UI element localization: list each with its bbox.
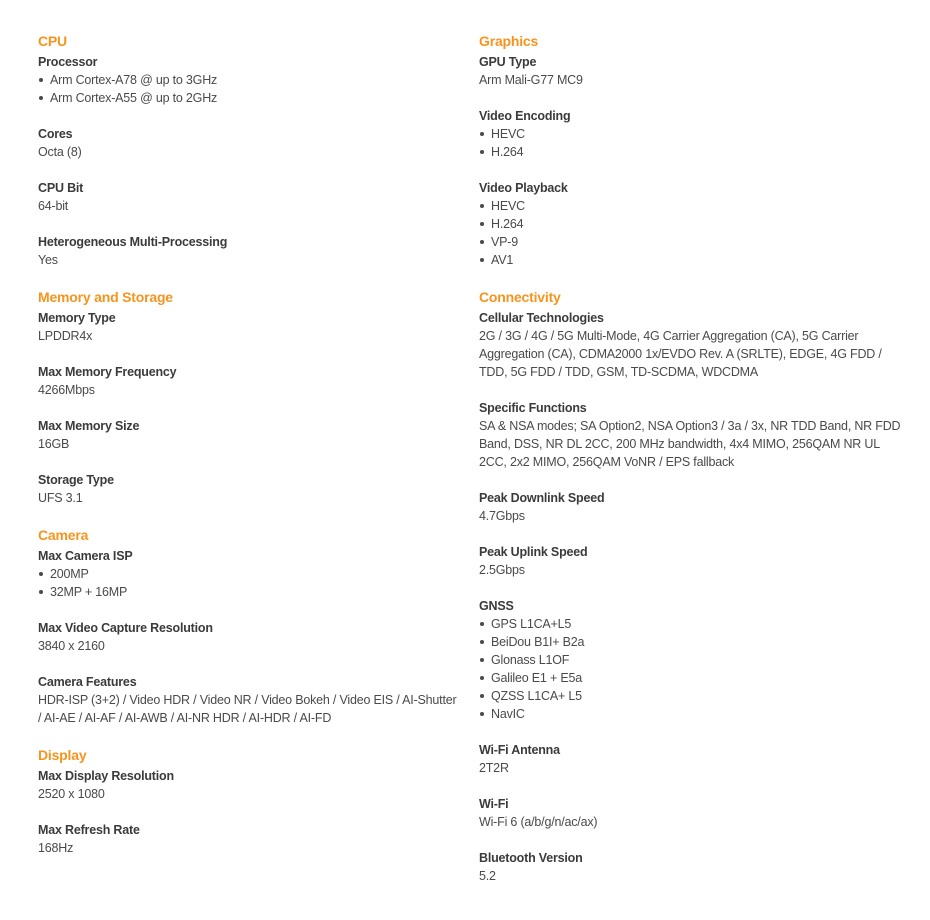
specific-functions-spec bbox=[479, 399, 909, 471]
memory-size-spec bbox=[38, 417, 458, 453]
refresh-rate-value: 168Hz bbox=[38, 841, 74, 855]
display-title: Display bbox=[38, 747, 87, 763]
camera-isp-spec bbox=[38, 547, 458, 601]
hmp-spec bbox=[38, 233, 458, 269]
list-item: AV1 bbox=[479, 251, 909, 269]
wifi-antenna-value: 2T2R bbox=[479, 761, 509, 775]
video-capture-label: Max Video Capture Resolution bbox=[38, 621, 213, 635]
memory-type-label: Memory Type bbox=[38, 311, 116, 325]
wifi-value: Wi-Fi 6 (a/b/g/n/ac/ax) bbox=[479, 815, 598, 829]
specific-functions-value: SA & NSA modes; SA Option2, NSA Option3 / 3a / 3x, NR TDD Band, NR FDD Band, DSS, NR DL 2CC, 200 MHz bandwidth, 4x4 MIMO, 256QAM NR UL 2CC, 2x2 MIMO, 256QAM VoNR / EPS fallback bbox=[479, 419, 901, 469]
list-item: QZSS L1CA+ L5 bbox=[479, 687, 909, 705]
bluetooth-label: Bluetooth Version bbox=[479, 851, 583, 865]
video-encoding-label: Video Encoding bbox=[479, 109, 571, 123]
gnss-list bbox=[479, 615, 909, 723]
list-item: NavIC bbox=[479, 705, 909, 723]
list-item: VP-9 bbox=[479, 233, 909, 251]
camera-section bbox=[38, 525, 458, 727]
cores-spec bbox=[38, 125, 458, 161]
memory-frequency-spec bbox=[38, 363, 458, 399]
cellular-value: 2G / 3G / 4G / 5G Multi-Mode, 4G Carrier Aggregation (CA), 5G Carrier Aggregation (CA), CDMA2000 1x/EVDO Rev. A (SRLTE), EDGE, 4G FDD / TDD, 5G FDD / TDD, GSM, TD-SCDMA, WDCDMA bbox=[479, 329, 882, 379]
processor-label: Processor bbox=[38, 55, 98, 69]
list-item: BeiDou B1I+ B2a bbox=[479, 633, 909, 651]
memory-size-value: 16GB bbox=[38, 437, 70, 451]
connectivity-title: Connectivity bbox=[479, 289, 561, 305]
refresh-rate-label: Max Refresh Rate bbox=[38, 823, 140, 837]
list-item: H.264 bbox=[479, 143, 909, 161]
bluetooth-spec bbox=[479, 849, 909, 885]
video-capture-value: 3840 x 2160 bbox=[38, 639, 105, 653]
wifi-antenna-label: Wi-Fi Antenna bbox=[479, 743, 560, 757]
storage-type-value: UFS 3.1 bbox=[38, 491, 83, 505]
memory-type-spec bbox=[38, 309, 458, 345]
wifi-antenna-spec bbox=[479, 741, 909, 777]
display-resolution-label: Max Display Resolution bbox=[38, 769, 174, 783]
graphics-title: Graphics bbox=[479, 33, 539, 49]
video-encoding-spec bbox=[479, 107, 909, 161]
cores-label: Cores bbox=[38, 127, 73, 141]
camera-features-value: HDR-ISP (3+2) / Video HDR / Video NR / Video Bokeh / Video EIS / AI-Shutter / AI-AE / AI-AF / AI-AWB / AI-NR HDR / AI-HDR / AI-FD bbox=[38, 693, 457, 725]
memory-size-label: Max Memory Size bbox=[38, 419, 140, 433]
left-column bbox=[38, 31, 458, 857]
storage-type-label: Storage Type bbox=[38, 473, 114, 487]
downlink-label: Peak Downlink Speed bbox=[479, 491, 605, 505]
specific-functions-label: Specific Functions bbox=[479, 401, 587, 415]
video-capture-spec bbox=[38, 619, 458, 655]
uplink-label: Peak Uplink Speed bbox=[479, 545, 588, 559]
cpu-section bbox=[38, 31, 458, 269]
graphics-section bbox=[479, 31, 909, 269]
list-item: Glonass L1OF bbox=[479, 651, 909, 669]
bluetooth-value: 5.2 bbox=[479, 869, 496, 883]
downlink-spec bbox=[479, 489, 909, 525]
cpu-bit-label: CPU Bit bbox=[38, 181, 84, 195]
memory-type-value: LPDDR4x bbox=[38, 329, 93, 343]
gpu-type-spec bbox=[479, 53, 909, 89]
cpu-bit-value: 64-bit bbox=[38, 199, 69, 213]
storage-type-spec bbox=[38, 471, 458, 507]
gpu-type-label: GPU Type bbox=[479, 55, 537, 69]
cpu-bit-spec bbox=[38, 179, 458, 215]
video-playback-label: Video Playback bbox=[479, 181, 568, 195]
uplink-spec bbox=[479, 543, 909, 579]
display-resolution-value: 2520 x 1080 bbox=[38, 787, 105, 801]
memory-section bbox=[38, 287, 458, 507]
processor-spec bbox=[38, 53, 458, 107]
list-item: Galileo E1 + E5a bbox=[479, 669, 909, 687]
processor-list bbox=[38, 71, 458, 107]
cellular-spec bbox=[479, 309, 909, 381]
memory-frequency-label: Max Memory Frequency bbox=[38, 365, 177, 379]
right-column bbox=[479, 31, 909, 885]
list-item: Arm Cortex-A55 @ up to 2GHz bbox=[38, 89, 458, 107]
video-encoding-list bbox=[479, 125, 909, 161]
display-resolution-spec bbox=[38, 767, 458, 803]
video-playback-list bbox=[479, 197, 909, 269]
list-item: 32MP + 16MP bbox=[38, 583, 458, 601]
memory-title: Memory and Storage bbox=[38, 289, 173, 305]
cellular-label: Cellular Technologies bbox=[479, 311, 604, 325]
list-item: GPS L1CA+L5 bbox=[479, 615, 909, 633]
list-item: HEVC bbox=[479, 125, 909, 143]
camera-title: Camera bbox=[38, 527, 89, 543]
display-section bbox=[38, 745, 458, 857]
hmp-value: Yes bbox=[38, 253, 58, 267]
uplink-value: 2.5Gbps bbox=[479, 563, 525, 577]
cores-value: Octa (8) bbox=[38, 145, 82, 159]
camera-isp-list bbox=[38, 565, 458, 601]
gpu-type-value: Arm Mali-G77 MC9 bbox=[479, 73, 583, 87]
camera-features-spec bbox=[38, 673, 458, 727]
gnss-spec bbox=[479, 597, 909, 723]
gnss-label: GNSS bbox=[479, 599, 514, 613]
connectivity-section bbox=[479, 287, 909, 885]
hmp-label: Heterogeneous Multi-Processing bbox=[38, 235, 228, 249]
camera-features-label: Camera Features bbox=[38, 675, 137, 689]
list-item: H.264 bbox=[479, 215, 909, 233]
video-playback-spec bbox=[479, 179, 909, 269]
downlink-value: 4.7Gbps bbox=[479, 509, 525, 523]
refresh-rate-spec bbox=[38, 821, 458, 857]
list-item: Arm Cortex-A78 @ up to 3GHz bbox=[38, 71, 458, 89]
list-item: HEVC bbox=[479, 197, 909, 215]
wifi-label: Wi-Fi bbox=[479, 797, 509, 811]
cpu-title: CPU bbox=[38, 33, 67, 49]
wifi-spec bbox=[479, 795, 909, 831]
memory-frequency-value: 4266Mbps bbox=[38, 383, 95, 397]
camera-isp-label: Max Camera ISP bbox=[38, 549, 133, 563]
list-item: 200MP bbox=[38, 565, 458, 583]
